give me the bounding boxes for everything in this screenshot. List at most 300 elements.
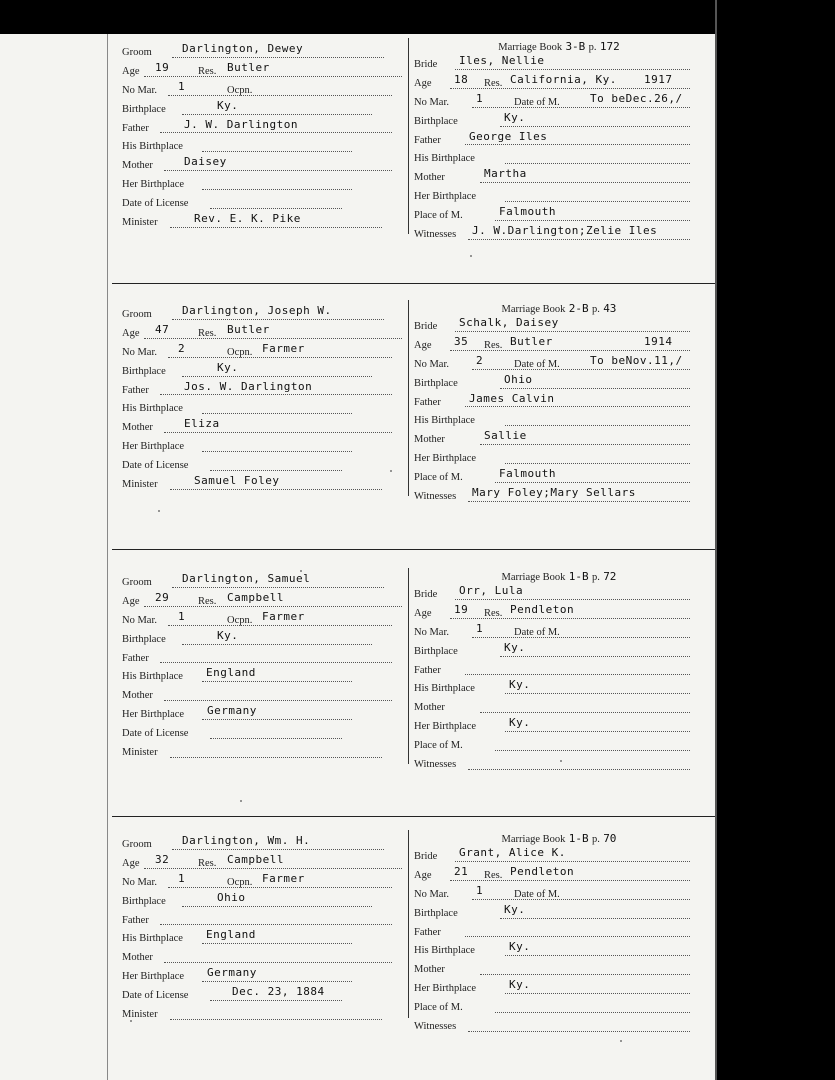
groom-row (122, 609, 406, 631)
bride-row (414, 110, 704, 132)
groom-row (122, 890, 406, 912)
fill-line (168, 94, 392, 96)
fill-line (500, 917, 690, 919)
groom-row (122, 930, 406, 949)
scan-speck (130, 1020, 132, 1022)
bride-witnesses: J. W.Darlington;Zelie Iles (472, 224, 658, 238)
fill-line (182, 905, 372, 907)
groom-row (122, 668, 406, 687)
date-license-label: Date of License (122, 460, 189, 472)
bride-her-birthplace: Ky. (509, 978, 531, 992)
age-label: Age (414, 77, 432, 89)
bride-row (414, 902, 704, 924)
fill-line (472, 636, 690, 638)
fill-line (164, 699, 392, 701)
marriage-book-label: Marriage Book (498, 42, 563, 53)
column-separator (408, 568, 409, 764)
groom-no-mar: 1 (178, 871, 186, 885)
bride-res: Butler (510, 334, 553, 348)
fill-line (480, 711, 690, 713)
groom-row (122, 706, 406, 725)
place-of-m-label: Place of M. (414, 740, 463, 752)
groom-age: 47 (155, 322, 170, 336)
bride-birthplace: Ky. (504, 640, 526, 654)
fill-line (505, 462, 690, 464)
bride-age: 21 (454, 864, 469, 878)
groom-row (122, 79, 406, 101)
fill-line (210, 737, 342, 739)
date-license-label: Date of License (122, 198, 189, 210)
fill-line (182, 113, 372, 115)
bride-her-birthplace: Ky. (509, 716, 531, 730)
page-number: 172 (599, 40, 620, 53)
bride-name: Grant, Alice K. (459, 846, 566, 859)
groom-row (122, 1006, 406, 1025)
birthplace-label: Birthplace (122, 633, 166, 645)
no-mar-label: No Mar. (122, 84, 157, 96)
bride-row (414, 129, 704, 151)
his-birthplace-label: His Birthplace (414, 683, 475, 695)
marriage-record (112, 830, 712, 1038)
marriage-book-label: Marriage Book (501, 572, 566, 583)
marriage-record (112, 300, 712, 508)
groom-row (122, 400, 406, 419)
groom-father: Jos. W. Darlington (184, 379, 313, 393)
groom-date-license: Dec. 23, 1884 (232, 985, 325, 999)
fill-line (202, 412, 352, 414)
mother-label: Mother (122, 160, 153, 172)
date-of-m-label: Date of M. (514, 358, 560, 370)
groom-label: Groom (122, 577, 152, 588)
no-mar-label: No Mar. (414, 96, 449, 108)
groom-row (122, 117, 406, 139)
birthplace-label: Birthplace (414, 907, 458, 919)
his-birthplace-label: His Birthplace (414, 153, 475, 165)
groom-name: Darlington, Joseph W. (182, 304, 332, 317)
mother-label: Mother (414, 172, 445, 184)
groom-row (122, 687, 406, 706)
her-birthplace-label: Her Birthplace (414, 721, 477, 733)
scan-speck (240, 800, 242, 802)
groom-row (122, 912, 406, 931)
bride-section (414, 830, 704, 1037)
groom-row (122, 214, 406, 233)
groom-mother: Daisey (184, 155, 227, 169)
bride-row (414, 737, 704, 756)
bride-year: 1917 (644, 72, 673, 86)
date-license-label: Date of License (122, 990, 189, 1002)
groom-minister: Samuel Foley (194, 474, 280, 488)
groom-row (122, 725, 406, 744)
fill-line (500, 125, 690, 127)
witnesses-label: Witnesses (414, 1021, 457, 1033)
groom-ocpn: Farmer (262, 609, 305, 623)
groom-row (122, 341, 406, 363)
groom-res: Campbell (227, 852, 284, 866)
fill-line (182, 643, 372, 645)
date-license-label: Date of License (122, 728, 189, 740)
marriage-book-number: 2-B (568, 302, 589, 315)
witnesses-label: Witnesses (414, 491, 457, 503)
fill-line (468, 768, 690, 770)
ocpn-label: Ocpn. (227, 614, 253, 626)
no-mar-label: No Mar. (122, 614, 157, 626)
res-label: Res. (198, 65, 217, 77)
fill-line (495, 749, 690, 751)
her-birthplace-label: Her Birthplace (122, 971, 185, 983)
father-label: Father (414, 134, 441, 146)
bride-label: Bride (414, 321, 438, 332)
groom-section (122, 306, 406, 495)
no-mar-label: No Mar. (414, 888, 449, 900)
bride-row (414, 718, 704, 737)
birthplace-label: Birthplace (414, 377, 458, 389)
column-separator (408, 830, 409, 1018)
bride-row (414, 942, 704, 961)
age-label: Age (122, 595, 140, 607)
groom-res: Campbell (227, 590, 284, 604)
her-birthplace-label: Her Birthplace (122, 441, 185, 453)
bride-mother: Sallie (484, 429, 527, 443)
witnesses-label: Witnesses (414, 229, 457, 241)
res-label: Res. (198, 595, 217, 607)
date-of-m-label: Date of M. (514, 626, 560, 638)
bride-name: Orr, Lula (459, 584, 524, 597)
bride-row (414, 1018, 704, 1037)
bride-name: Schalk, Daisey (459, 316, 559, 329)
marriage-book-number: 1-B (568, 832, 589, 845)
fill-line (500, 655, 690, 657)
birthplace-label: Birthplace (414, 645, 458, 657)
no-mar-label: No Mar. (414, 626, 449, 638)
groom-row (122, 744, 406, 763)
fill-line (465, 935, 690, 937)
birthplace-label: Birthplace (122, 365, 166, 377)
groom-mother: Eliza (184, 417, 220, 431)
age-label: Age (414, 869, 432, 881)
her-birthplace-label: Her Birthplace (122, 179, 185, 191)
fill-line (505, 162, 690, 164)
minister-label: Minister (122, 217, 158, 229)
fill-line (202, 188, 352, 190)
mother-label: Mother (414, 964, 445, 976)
age-label: Age (414, 607, 432, 619)
scan-border-right (715, 0, 835, 1080)
fill-line (202, 450, 352, 452)
age-label: Age (122, 327, 140, 339)
page-number: 72 (603, 570, 617, 583)
bride-no-mar: 1 (476, 621, 484, 635)
bride-label: Bride (414, 59, 438, 70)
groom-father: J. W. Darlington (184, 117, 298, 131)
his-birthplace-label: His Birthplace (122, 933, 183, 945)
bride-row (414, 150, 704, 169)
page-label: p. (588, 42, 597, 53)
bride-row (414, 961, 704, 980)
page-label: p. (591, 572, 600, 583)
res-label: Res. (484, 339, 503, 351)
bride-label: Bride (414, 851, 438, 862)
bride-row (414, 621, 704, 643)
bride-row (414, 412, 704, 431)
father-label: Father (414, 664, 441, 676)
bride-row (414, 864, 704, 886)
fill-line (495, 1011, 690, 1013)
fill-line (182, 375, 372, 377)
birthplace-label: Birthplace (122, 895, 166, 907)
his-birthplace-label: His Birthplace (122, 671, 183, 683)
bride-no-mar: 1 (476, 883, 484, 897)
his-birthplace-label: His Birthplace (122, 141, 183, 153)
scan-speck (390, 470, 392, 472)
groom-row (122, 987, 406, 1006)
bride-row (414, 169, 704, 188)
scan-speck (300, 570, 302, 572)
bride-section (414, 568, 704, 775)
groom-res: Butler (227, 322, 270, 336)
bride-age: 19 (454, 602, 469, 616)
bride-row (414, 999, 704, 1018)
fill-line (144, 75, 402, 77)
mother-label: Mother (414, 434, 445, 446)
groom-name: Darlington, Samuel (182, 572, 311, 585)
groom-his-birthplace: England (206, 666, 256, 680)
scan-speck (470, 255, 472, 257)
fill-line (210, 207, 342, 209)
fill-line (202, 150, 352, 152)
fill-line (505, 424, 690, 426)
groom-label: Groom (122, 309, 152, 320)
fill-line (465, 673, 690, 675)
her-birthplace-label: Her Birthplace (414, 191, 477, 203)
bride-row (414, 488, 704, 507)
age-label: Age (122, 857, 140, 869)
fill-line (468, 1030, 690, 1032)
bride-no-mar: 2 (476, 353, 484, 367)
groom-row (122, 628, 406, 650)
bride-place-of-m: Falmouth (499, 467, 556, 481)
groom-label: Groom (122, 47, 152, 58)
fill-line (505, 200, 690, 202)
father-label: Father (414, 396, 441, 408)
groom-no-mar: 1 (178, 79, 186, 93)
bride-row (414, 188, 704, 207)
record-divider-2 (112, 549, 715, 550)
groom-no-mar: 2 (178, 341, 186, 355)
res-label: Res. (484, 869, 503, 881)
marriage-book-line (414, 568, 704, 586)
fill-line (210, 469, 342, 471)
page-label: p. (591, 834, 600, 845)
fill-line (160, 923, 392, 925)
fill-line (505, 692, 690, 694)
bride-row (414, 450, 704, 469)
his-birthplace-label: His Birthplace (414, 415, 475, 427)
bride-year: 1914 (644, 334, 673, 348)
groom-row (122, 949, 406, 968)
groom-her-birthplace: Germany (207, 966, 257, 980)
father-label: Father (122, 384, 149, 396)
fill-line (505, 730, 690, 732)
bride-section (414, 300, 704, 507)
minister-label: Minister (122, 747, 158, 759)
father-label: Father (122, 122, 149, 134)
bride-place-of-m: Falmouth (499, 205, 556, 219)
groom-age: 32 (155, 852, 170, 866)
groom-row (122, 871, 406, 893)
her-birthplace-label: Her Birthplace (122, 709, 185, 721)
groom-section (122, 836, 406, 1025)
res-label: Res. (484, 607, 503, 619)
ocpn-label: Ocpn. (227, 346, 253, 358)
page-label: p. (591, 304, 600, 315)
date-of-m-label: Date of M. (514, 888, 560, 900)
marriage-record (112, 568, 712, 776)
bride-row (414, 924, 704, 943)
father-label: Father (122, 652, 149, 664)
bride-father: George Iles (469, 129, 548, 143)
age-label: Age (414, 339, 432, 351)
page-number: 43 (603, 302, 617, 315)
groom-no-mar: 1 (178, 609, 186, 623)
groom-row (122, 157, 406, 176)
bride-row (414, 226, 704, 245)
groom-her-birthplace: Germany (207, 704, 257, 718)
minister-label: Minister (122, 1009, 158, 1021)
fill-line (170, 1018, 382, 1020)
groom-his-birthplace: England (206, 928, 256, 942)
bride-row (414, 699, 704, 718)
bride-row (414, 391, 704, 413)
his-birthplace-label: His Birthplace (414, 945, 475, 957)
fill-line (472, 898, 690, 900)
bride-row (414, 980, 704, 999)
record-divider-3 (112, 816, 715, 817)
fill-line (160, 661, 392, 663)
minister-label: Minister (122, 479, 158, 491)
bride-date-of-m: To beNov.11,/ (590, 353, 683, 367)
bride-mother: Martha (484, 167, 527, 181)
mother-label: Mother (122, 422, 153, 434)
bride-section (414, 38, 704, 245)
groom-res: Butler (227, 60, 270, 74)
groom-minister: Rev. E. K. Pike (194, 212, 301, 226)
ocpn-label: Ocpn. (227, 876, 253, 888)
bride-row (414, 91, 704, 113)
bride-row (414, 372, 704, 394)
witnesses-label: Witnesses (414, 759, 457, 771)
bride-res: Pendleton (510, 864, 575, 878)
bride-his-birthplace: Ky. (509, 678, 531, 692)
fill-line (480, 973, 690, 975)
groom-ocpn: Farmer (262, 341, 305, 355)
bride-res: Pendleton (510, 602, 575, 616)
date-of-m-label: Date of M. (514, 96, 560, 108)
birthplace-label: Birthplace (414, 115, 458, 127)
res-label: Res. (198, 857, 217, 869)
fill-line (505, 992, 690, 994)
groom-age: 29 (155, 590, 170, 604)
bride-father: James Calvin (469, 391, 555, 405)
age-label: Age (122, 65, 140, 77)
marriage-record (112, 38, 712, 246)
bride-birthplace: Ky. (504, 110, 526, 124)
bride-row (414, 353, 704, 375)
groom-row (122, 419, 406, 438)
mother-label: Mother (122, 690, 153, 702)
bride-name: Iles, Nellie (459, 54, 545, 67)
groom-birthplace: Ohio (217, 890, 246, 904)
groom-section (122, 44, 406, 233)
res-label: Res. (198, 327, 217, 339)
groom-birthplace: Ky. (217, 360, 239, 374)
groom-row (122, 438, 406, 457)
groom-name: Darlington, Wm. H. (182, 834, 311, 847)
scan-speck (158, 510, 160, 512)
bride-res: California, Ky. (510, 72, 617, 86)
groom-row (122, 60, 406, 82)
bride-birthplace: Ky. (504, 902, 526, 916)
marriage-book-line (414, 38, 704, 56)
groom-birthplace: Ky. (217, 98, 239, 112)
his-birthplace-label: His Birthplace (122, 403, 183, 415)
ocpn-label: Ocpn. (227, 84, 253, 96)
bride-row (414, 602, 704, 624)
groom-section (122, 574, 406, 763)
scan-speck (560, 760, 562, 762)
bride-date-of-m: To beDec.26,/ (590, 91, 683, 105)
no-mar-label: No Mar. (122, 876, 157, 888)
column-separator (408, 300, 409, 496)
fill-line (144, 337, 402, 339)
page-edge-left (107, 34, 108, 1080)
groom-ocpn: Farmer (262, 871, 305, 885)
page-edge-right (715, 0, 717, 1080)
groom-label: Groom (122, 839, 152, 850)
marriage-book-label: Marriage Book (501, 834, 566, 845)
bride-row (414, 756, 704, 775)
fill-line (164, 961, 392, 963)
her-birthplace-label: Her Birthplace (414, 983, 477, 995)
scan-border-top (0, 0, 835, 34)
groom-age: 19 (155, 60, 170, 74)
father-label: Father (414, 926, 441, 938)
marriage-book-number: 1-B (568, 570, 589, 583)
place-of-m-label: Place of M. (414, 210, 463, 222)
her-birthplace-label: Her Birthplace (414, 453, 477, 465)
bride-row (414, 640, 704, 662)
mother-label: Mother (122, 952, 153, 964)
bride-age: 18 (454, 72, 469, 86)
marriage-book-number: 3-B (565, 40, 586, 53)
fill-line (505, 954, 690, 956)
groom-birthplace: Ky. (217, 628, 239, 642)
groom-row (122, 379, 406, 401)
column-separator (408, 38, 409, 234)
bride-no-mar: 1 (476, 91, 484, 105)
page-number: 70 (603, 832, 617, 845)
marriage-book-label: Marriage Book (501, 304, 566, 315)
bride-row (414, 431, 704, 450)
bride-witnesses: Mary Foley;Mary Sellars (472, 486, 636, 500)
scan-speck (620, 1040, 622, 1042)
marriage-book-line (414, 300, 704, 318)
bride-his-birthplace: Ky. (509, 940, 531, 954)
place-of-m-label: Place of M. (414, 472, 463, 484)
place-of-m-label: Place of M. (414, 1002, 463, 1014)
bride-row (414, 883, 704, 905)
mother-label: Mother (414, 702, 445, 714)
